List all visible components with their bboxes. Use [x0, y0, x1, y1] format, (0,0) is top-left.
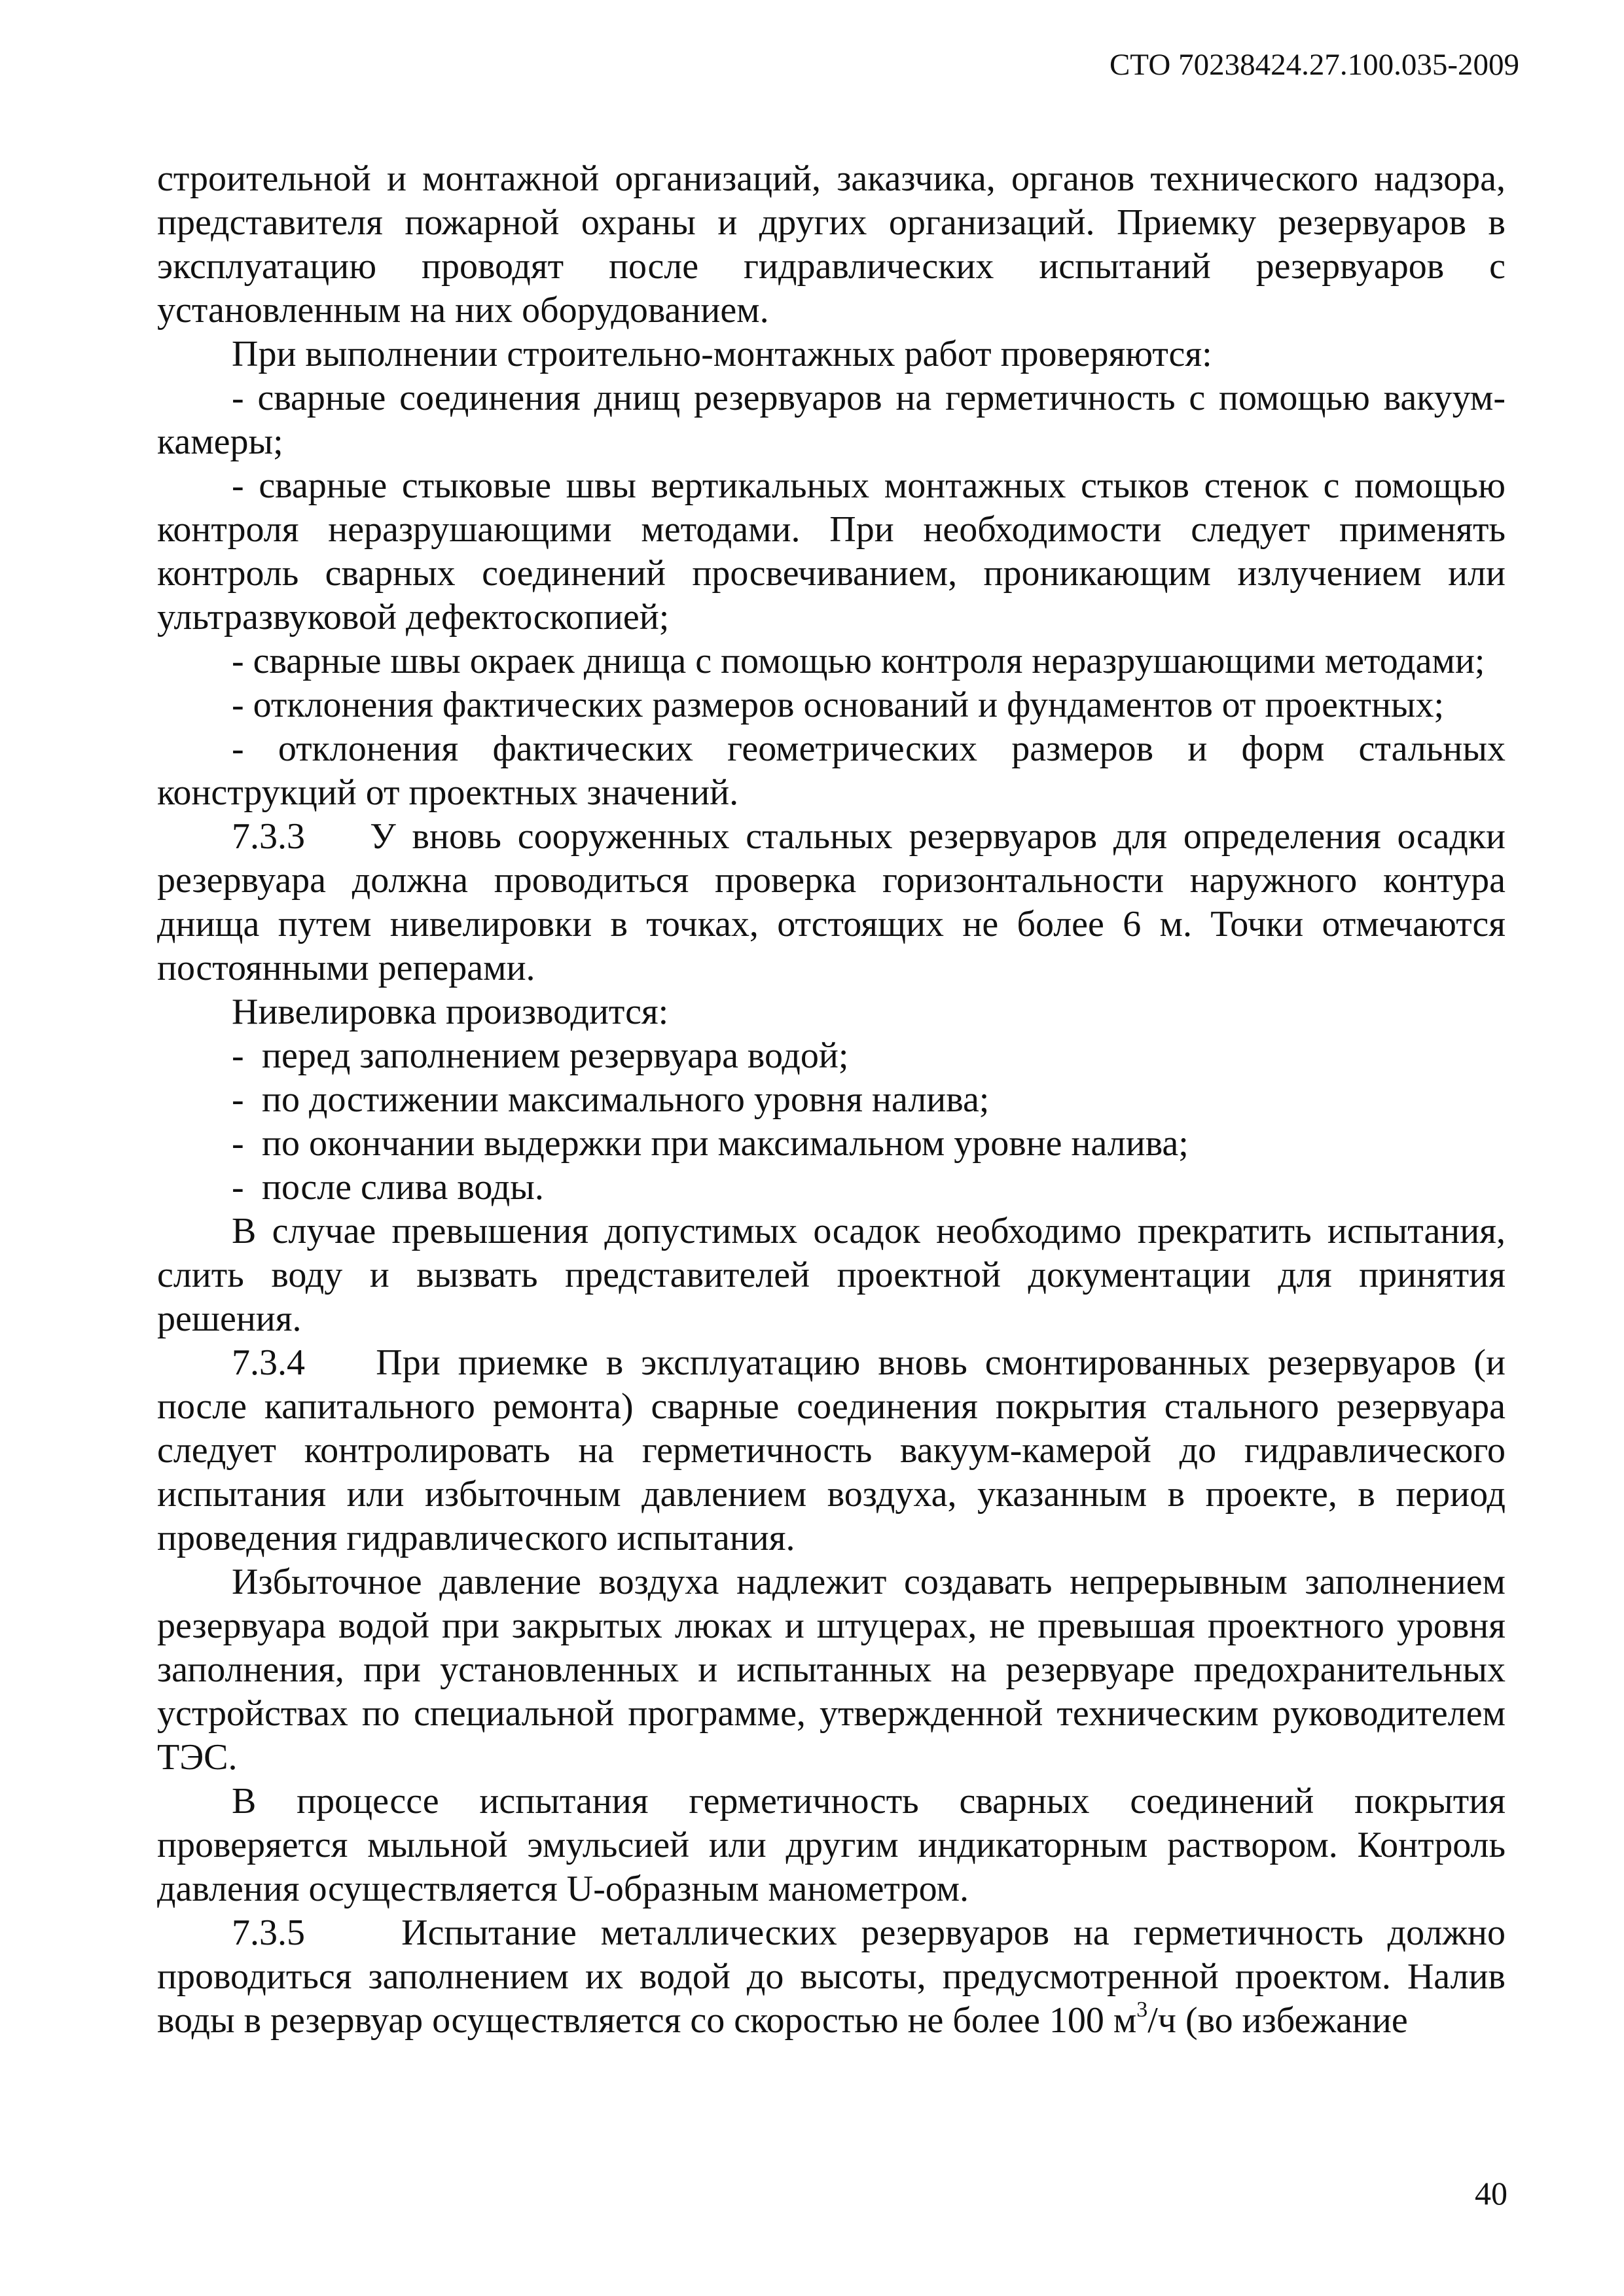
dash-list-item: - по достижении максимального уровня налива;	[157, 1078, 1506, 1122]
section-7-3-5-tail: /ч (во избежание	[1147, 2000, 1408, 2041]
paragraph: Избыточное давление воздуха надлежит создавать непрерывным заполнением резервуара водой при закрытых люках и штуцерах, не превышая проектного уровня заполнения, при установленных и испытанных на резервуаре предохранительных устройствах по специальной программе, утвержденной техническим руководителем ТЭС.	[157, 1562, 1506, 1778]
document-body	[157, 157, 1515, 2043]
list-item: - сварные стыковые швы вертикальных монтажных стыков стенок с помощью контроля неразрушающими методами. При необходимости следует применять контроль сварных соединений просвечиванием, проникающим излучением или ультразвуковой дефектоскопией;	[157, 465, 1506, 637]
dash-list-item-text: перед заполнением резервуара водой;	[262, 1035, 849, 1076]
list-item: - сварные швы окраек днища с помощью контроля неразрушающими методами;	[232, 641, 1485, 681]
dash-list-item-text: по окончании выдержки при максимальном уровне налива;	[262, 1123, 1189, 1164]
section-7-3-5-text: 7.3.5 Испытание металлических резервуаров на герметичность должно проводиться заполнением их водой до высоты, предусмотренной проектом. Налив воды в резервуар осуществляется со скоростью не более 100 м	[157, 1912, 1515, 2041]
dash-list-item: - по окончании выдержки при максимальном уровне налива;	[157, 1122, 1506, 1166]
list-item: - отклонения фактических размеров оснований и фундаментов от проектных;	[232, 685, 1445, 725]
paragraph: Нивелировка производится:	[232, 992, 669, 1032]
page-number: 40	[1475, 2175, 1507, 2212]
superscript: 3	[1136, 1998, 1148, 2022]
dash-list-item-text: по достижении максимального уровня налива;	[262, 1079, 990, 1120]
section-7-3-4: 7.3.4 При приемке в эксплуатацию вновь смонтированных резервуаров (и после капитального ремонта) сварные соединения покрытия стального резервуара следует контролировать на герметичность вакуум-камерой до гидравлического испытания или избыточным давлением воздуха, указанным в проекте, в период проведения гидравлического испытания.	[157, 1342, 1515, 1558]
paragraph: При выполнении строительно-монтажных работ проверяются:	[232, 334, 1212, 374]
section-7-3-5	[157, 1911, 1515, 2043]
list-item: - отклонения фактических геометрических размеров и форм стальных конструкций от проектных значений.	[157, 728, 1506, 813]
paragraph: В процессе испытания герметичность сварных соединений покрытия проверяется мыльной эмульсией или другим индикаторным раствором. Контроль давления осуществляется U-образным манометром.	[157, 1781, 1506, 1909]
section-7-3-3: 7.3.3 У вновь сооруженных стальных резервуаров для определения осадки резервуара должна проводиться проверка горизонтальности наружного контура днища путем нивелировки в точках, отстоящих не более 6 м. Точки отмечаются постоянными реперами.	[157, 816, 1515, 988]
paragraph: В случае превышения допустимых осадок необходимо прекратить испытания, слить воду и вызвать представителей проектной документации для принятия решения.	[157, 1211, 1506, 1339]
dash-list-item: - после слива воды.	[157, 1166, 1506, 1210]
list-item: - сварные соединения днищ резервуаров на герметичность с помощью вакуум- камеры;	[157, 378, 1506, 462]
dash-list-item-text: после слива воды.	[262, 1167, 544, 1208]
paragraph: строительной и монтажной организаций, заказчика, органов технического надзора, представителя пожарной охраны и других организаций. Приемку резервуаров в эксплуатацию проводят после гидравлических испытаний резервуаров с установленным на них оборудованием.	[157, 158, 1506, 331]
dash-list-item: - перед заполнением резервуара водой;	[157, 1034, 1506, 1078]
document-code-header: СТО 70238424.27.100.035-2009	[1109, 48, 1519, 82]
